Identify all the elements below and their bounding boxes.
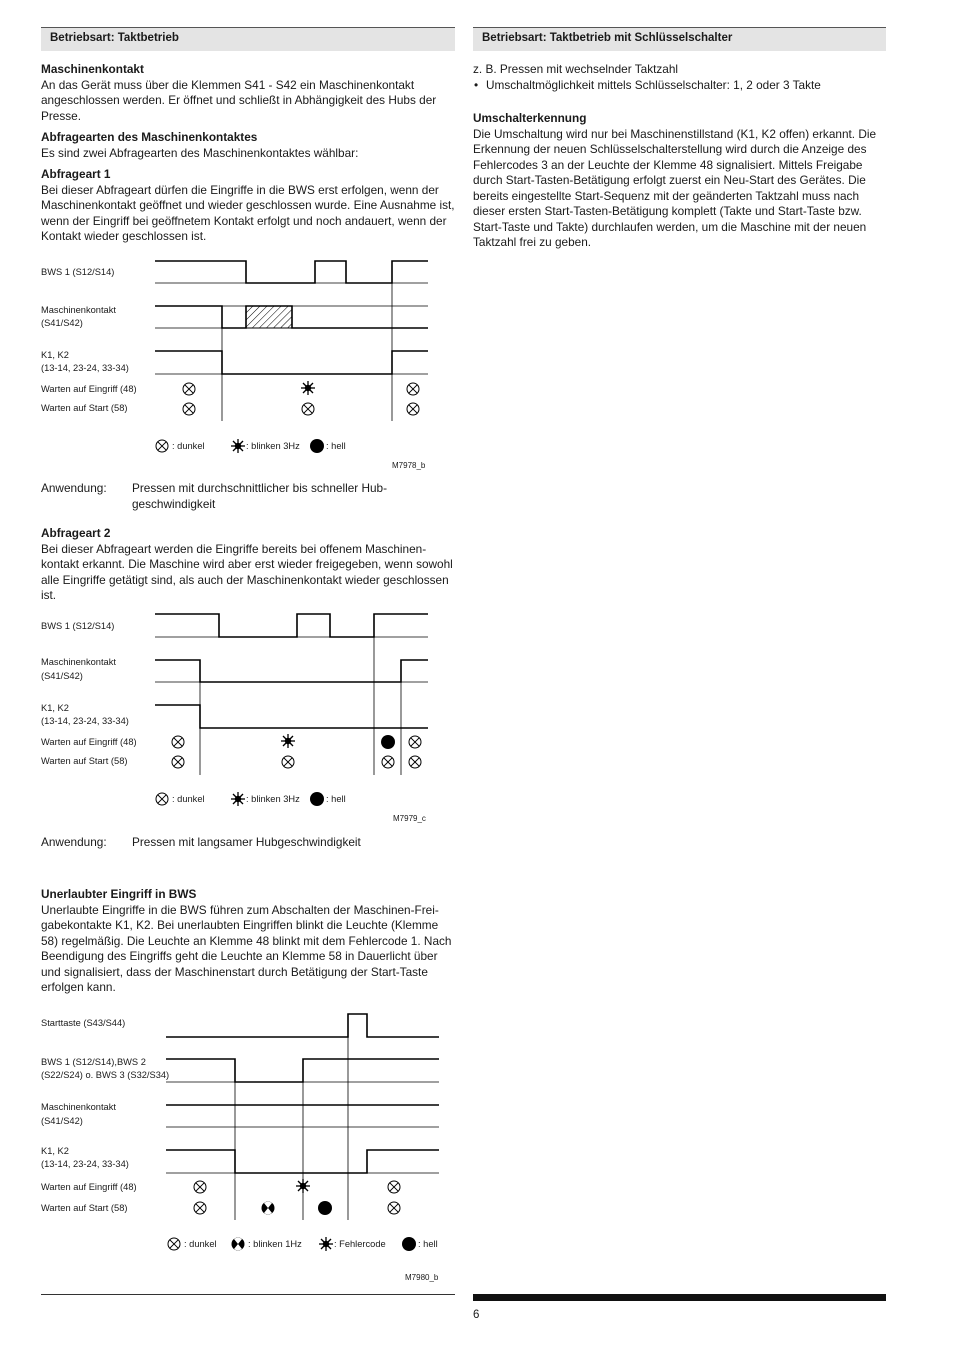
- diagram2-signals: [155, 614, 428, 775]
- row-label: Starttaste (S43/S44): [41, 1018, 126, 1028]
- lamp-off-icon: [172, 736, 184, 748]
- legend-label: : hell: [326, 794, 346, 804]
- lamp-off-icon: [388, 1181, 400, 1193]
- lamp-off-icon: [183, 403, 195, 415]
- diagram3-labels: [41, 1018, 169, 1213]
- paragraph: Die Umschaltung wird nur bei Maschinenstillstand (K1, K2 offen) erkannt. Die Erkennung der neuen Schlüsselschalterstellung wird durch die Anzeige des Fehlercodes 3 an der Leuchte der Klemme 48 signalisiert. Mittels Freigabe durch Start-Tasten-Betätigung erfolgt zuerst ein Neu-Start des Gerätes. Die bereits eingestellte Start-Sequenz mit der geänderten Taktzahl muss nach dieser ersten Start-Tasten-Betätigung komplett (Takte und Start-Taste bzw. Start-Taste und Takte) durchlaufen werden, um die Maschine mit der neuen Taktzahl frei zu geben.: [473, 126, 877, 249]
- lamp-blink-icon: [319, 1237, 333, 1251]
- row-label: BWS 1 (S12/S14),BWS 2: [41, 1057, 146, 1067]
- legend-label: : blinken 3Hz: [246, 794, 300, 804]
- row-label: BWS 1 (S12/S14): [41, 621, 115, 631]
- lamp-off-icon: [282, 756, 294, 768]
- lamp-off-icon: [194, 1202, 206, 1214]
- row-label: Warten auf Eingriff (48): [41, 384, 137, 394]
- row-label: K1, K2: [41, 350, 69, 360]
- diagram1-lamps: [183, 381, 419, 415]
- abfrageart2-section: [41, 526, 455, 604]
- lamp-on-icon: [381, 735, 395, 749]
- section-title: Unerlaubter Eingriff in BWS: [41, 887, 197, 901]
- footer-bar-right: [473, 1294, 886, 1301]
- application-note-1: [41, 481, 455, 515]
- diagram1-legend: [156, 439, 426, 470]
- legend-label: : blinken 3Hz: [246, 441, 300, 451]
- figure-code: M7979_c: [393, 814, 426, 823]
- right-column: [473, 27, 886, 51]
- figure-code: M7978_b: [392, 461, 426, 470]
- application-label: Anwendung:: [41, 835, 107, 849]
- paragraph: z. B. Pressen mit wechselnder Taktzahl: [473, 62, 679, 76]
- legend-label: : Fehlercode: [334, 1239, 386, 1249]
- row-label: Warten auf Start (58): [41, 403, 128, 413]
- row-label: BWS 1 (S12/S14): [41, 267, 115, 277]
- footer-rule-left: [41, 1294, 455, 1295]
- row-label: Maschinenkontakt: [41, 305, 116, 315]
- row-label: (13-14, 23-24, 33-34): [41, 1159, 129, 1169]
- lamp-on-icon: [310, 439, 324, 453]
- lamp-on-icon: [318, 1201, 332, 1215]
- diagram2-labels: [41, 621, 137, 766]
- diagram2-lamps: [172, 734, 421, 768]
- lamp-off-icon: [172, 756, 184, 768]
- diagram3-lamps: [194, 1179, 400, 1215]
- row-label: Warten auf Start (58): [41, 756, 128, 766]
- lamp-off-icon: [407, 403, 419, 415]
- row-label: (13-14, 23-24, 33-34): [41, 716, 129, 726]
- section-title: Abfragearten des Maschinenkontaktes: [41, 130, 258, 144]
- taktbetrieb-schluessel-section: [473, 62, 886, 251]
- figure-code: M7980_b: [405, 1273, 439, 1282]
- row-label: Warten auf Eingriff (48): [41, 737, 137, 747]
- lamp-blink-1hz-icon: [262, 1202, 275, 1215]
- paragraph: Es sind zwei Abfragearten des Maschinenkontaktes wählbar:: [41, 145, 359, 160]
- legend-label: : hell: [326, 441, 346, 451]
- lamp-off-icon: [388, 1202, 400, 1214]
- row-label: Warten auf Eingriff (48): [41, 1182, 137, 1192]
- legend-label: : dunkel: [172, 794, 205, 804]
- row-label: Warten auf Start (58): [41, 1203, 128, 1213]
- row-label: K1, K2: [41, 1146, 69, 1156]
- application-note-2: [41, 835, 455, 853]
- section-title: Umschalterkennung: [473, 111, 587, 125]
- legend-label: : hell: [418, 1239, 438, 1249]
- lamp-on-icon: [402, 1237, 416, 1251]
- lamp-off-icon: [382, 756, 394, 768]
- lamp-off-icon: [156, 440, 168, 452]
- paragraph: An das Gerät muss über die Klemmen S41 - S42 ein Maschinenkontakt angeschlossen werden. Er öffnet und schließt in Abhängigkeit des Hubs der Presse.: [41, 77, 437, 123]
- lamp-off-icon: [409, 756, 421, 768]
- row-label: (13-14, 23-24, 33-34): [41, 363, 129, 373]
- lamp-off-icon: [168, 1238, 180, 1250]
- lamp-blink-icon: [231, 792, 245, 806]
- diagram2-legend: [156, 792, 426, 823]
- legend-label: : dunkel: [172, 441, 205, 451]
- row-label: (S41/S42): [41, 671, 83, 681]
- diagram1-signals: [155, 261, 428, 421]
- lamp-off-icon: [302, 403, 314, 415]
- lamp-on-icon: [310, 792, 324, 806]
- lamp-blink-1hz-icon: [232, 1238, 245, 1251]
- unerlaubter-eingriff-section: [41, 887, 455, 996]
- section-header: Betriebsart: Taktbetrieb: [41, 27, 455, 51]
- row-label: (S41/S42): [41, 318, 83, 328]
- application-label: Anwendung:: [41, 481, 107, 495]
- lamp-off-icon: [407, 383, 419, 395]
- lamp-blink-icon: [281, 734, 295, 748]
- row-label: (S22/S24) o. BWS 3 (S32/S34): [41, 1070, 170, 1080]
- section-title: Abfrageart 2: [41, 526, 111, 540]
- diagram1-labels: [41, 267, 137, 413]
- legend-label: : blinken 1Hz: [248, 1239, 302, 1249]
- legend-label: : dunkel: [184, 1239, 217, 1249]
- application-value: Pressen mit langsamer Hubgeschwindigkeit: [132, 835, 361, 849]
- lamp-blink-icon: [301, 381, 315, 395]
- section-title: Maschinenkontakt: [41, 62, 144, 76]
- lamp-blink-icon: [296, 1179, 310, 1193]
- lamp-off-icon: [156, 793, 168, 805]
- bullet-item: • Umschaltmöglichkeit mittels Schlüsselschalter: 1, 2 oder 3 Takte: [473, 78, 886, 94]
- lamp-blink-icon: [231, 439, 245, 453]
- paragraph: Unerlaubte Eingriffe in die BWS führen zum Abschalten der Maschinen-Frei-gabekontakte K1, K2. Bei unerlaubten Eingriffen blinkt die Leuchte (Klemme 58) regelmäßig. Die Leuchte an Klemme 48 blinkt mit dem Fehlercode 1. Nach Beendigung des Eingriffs geht die Leuchte an Klemme 58 in Dauerlicht über und signalisiert, dass der Maschinenstart durch Betätigung der Start-Taste erfolgen kann.: [41, 902, 452, 994]
- lamp-off-icon: [409, 736, 421, 748]
- application-value: Pressen mit durchschnittlicher bis schneller Hub-geschwindigkeit: [132, 481, 388, 511]
- row-label: K1, K2: [41, 703, 69, 713]
- paragraph: Bei dieser Abfrageart werden die Eingriffe bereits bei offenem Maschinen-kontakt erkannt. Die Maschine wird aber erst wieder freigegeben, wenn sowohl alle Eingriffe getätigt sind, als auch der Maschinenkontakt wieder geschlossen ist.: [41, 541, 453, 602]
- section-title: Abfrageart 1: [41, 167, 111, 181]
- row-label: Maschinenkontakt: [41, 657, 116, 667]
- page-number: 6: [473, 1309, 480, 1321]
- lamp-off-icon: [194, 1181, 206, 1193]
- paragraph: Bei dieser Abfrageart dürfen die Eingriffe in die BWS erst erfolgen, wenn der Maschinenkontakt geöffnet und wieder geschlossen wurde. Eine Ausnahme ist, wenn der Eingriff bei geöffnetem Kontakt erfolgt und noch andauert, wenn der Kontakt wieder geschlossen ist.: [41, 182, 455, 243]
- section-header: Betriebsart: Taktbetrieb mit Schlüsselschalter: [473, 27, 886, 51]
- row-label: (S41/S42): [41, 1116, 83, 1126]
- lamp-off-icon: [183, 383, 195, 395]
- row-label: Maschinenkontakt: [41, 1102, 116, 1112]
- diagram3-legend: [168, 1237, 439, 1282]
